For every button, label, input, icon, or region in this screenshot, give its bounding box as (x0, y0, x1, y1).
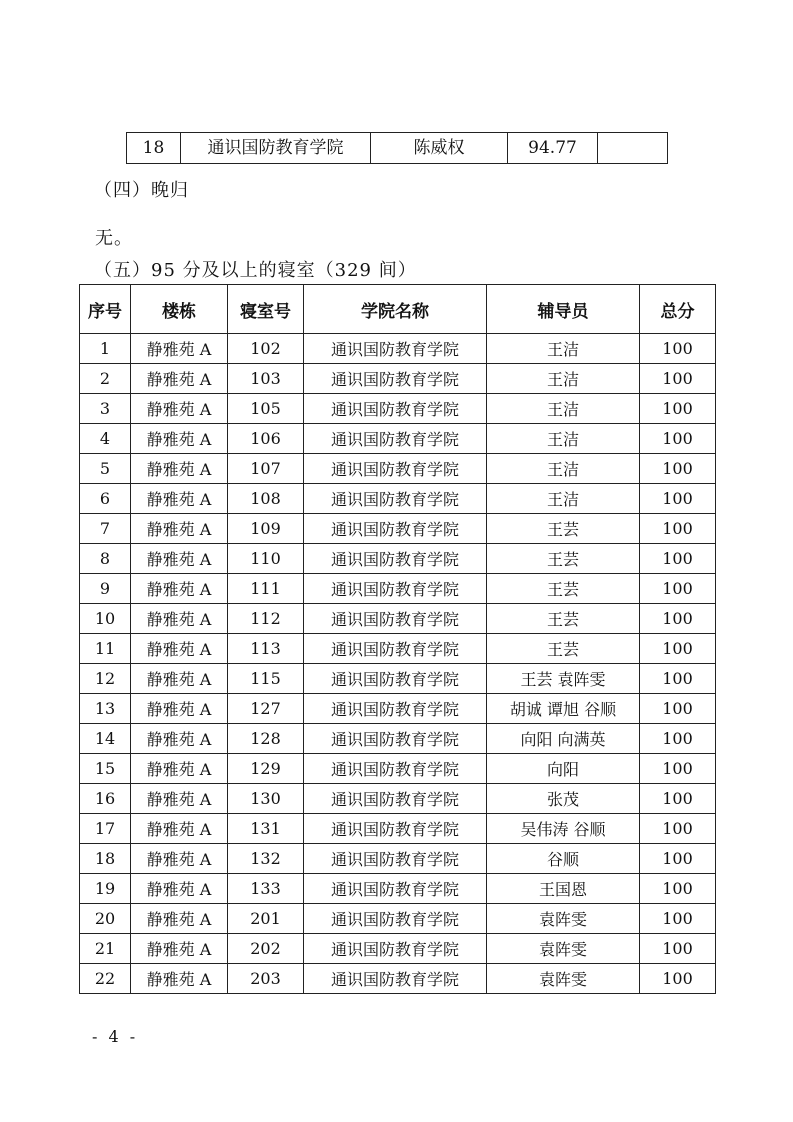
table-cell: 王洁 (487, 424, 640, 454)
table-row (80, 904, 716, 934)
table-cell: 通识国防教育学院 (304, 784, 487, 814)
table-cell: 100 (640, 844, 716, 874)
table-cell: 100 (640, 784, 716, 814)
table-cell: 通识国防教育学院 (304, 874, 487, 904)
table-cell: 18 (127, 133, 181, 164)
table-cell: 10 (80, 604, 131, 634)
table-cell: 128 (228, 724, 304, 754)
table-cell: 通识国防教育学院 (304, 544, 487, 574)
column-header: 楼栋 (131, 285, 228, 334)
table-cell: 108 (228, 484, 304, 514)
table-cell: 3 (80, 394, 131, 424)
table-cell: 19 (80, 874, 131, 904)
table-cell: 静雅苑 A (131, 334, 228, 364)
table-cell: 16 (80, 784, 131, 814)
table-cell: 谷顺 (487, 844, 640, 874)
table-cell: 14 (80, 724, 131, 754)
table-cell: 静雅苑 A (131, 604, 228, 634)
section-four-title: （四）晚归 (94, 180, 189, 201)
table-cell: 静雅苑 A (131, 664, 228, 694)
column-header: 辅导员 (487, 285, 640, 334)
table-cell: 100 (640, 334, 716, 364)
table-row (80, 874, 716, 904)
table-cell: 1 (80, 334, 131, 364)
table-cell: 133 (228, 874, 304, 904)
table-cell: 王洁 (487, 454, 640, 484)
table-cell: 静雅苑 A (131, 874, 228, 904)
table-row (80, 934, 716, 964)
table-cell: 袁阵雯 (487, 964, 640, 994)
table-cell: 110 (228, 544, 304, 574)
table-row (80, 364, 716, 394)
table-cell: 100 (640, 424, 716, 454)
table-cell: 静雅苑 A (131, 424, 228, 454)
table-cell: 通识国防教育学院 (304, 724, 487, 754)
column-header: 序号 (80, 285, 131, 334)
table-cell: 100 (640, 484, 716, 514)
table-cell: 12 (80, 664, 131, 694)
table-cell: 通识国防教育学院 (304, 814, 487, 844)
table-cell: 100 (640, 964, 716, 994)
section-four-body: 无。 (95, 228, 133, 249)
table-cell (598, 133, 668, 164)
table-cell: 11 (80, 634, 131, 664)
table-cell: 2 (80, 364, 131, 394)
table-row (80, 574, 716, 604)
table-cell: 113 (228, 634, 304, 664)
table-cell: 22 (80, 964, 131, 994)
table-cell: 100 (640, 814, 716, 844)
table-cell: 通识国防教育学院 (304, 664, 487, 694)
table-cell: 静雅苑 A (131, 844, 228, 874)
table-cell: 17 (80, 814, 131, 844)
column-header: 总分 (640, 285, 716, 334)
table-row (80, 424, 716, 454)
table-cell: 通识国防教育学院 (304, 394, 487, 424)
table-cell: 袁阵雯 (487, 904, 640, 934)
section-five-title: （五）95 分及以上的寝室（329 间） (94, 260, 417, 281)
table-cell: 静雅苑 A (131, 574, 228, 604)
table-row (127, 133, 668, 164)
table-cell: 100 (640, 724, 716, 754)
table-cell: 王洁 (487, 484, 640, 514)
table-cell: 张茂 (487, 784, 640, 814)
table-cell: 通识国防教育学院 (304, 934, 487, 964)
table-cell: 5 (80, 454, 131, 484)
table-cell: 通识国防教育学院 (304, 634, 487, 664)
table-cell: 通识国防教育学院 (304, 514, 487, 544)
table-cell: 103 (228, 364, 304, 394)
table-cell: 吴伟涛 谷顺 (487, 814, 640, 844)
table-cell: 7 (80, 514, 131, 544)
table-cell: 201 (228, 904, 304, 934)
table-cell: 100 (640, 364, 716, 394)
table-cell: 静雅苑 A (131, 634, 228, 664)
table-cell: 106 (228, 424, 304, 454)
table-cell: 111 (228, 574, 304, 604)
table-cell: 130 (228, 784, 304, 814)
table-cell: 袁阵雯 (487, 934, 640, 964)
table-cell: 向阳 (487, 754, 640, 784)
table-cell: 通识国防教育学院 (304, 604, 487, 634)
table-cell: 静雅苑 A (131, 904, 228, 934)
table-cell: 王芸 (487, 544, 640, 574)
page-number: - 4 - (92, 1027, 139, 1046)
table-header-row (80, 285, 716, 334)
table-row (80, 724, 716, 754)
table-row (80, 334, 716, 364)
table-row (80, 394, 716, 424)
table-cell: 202 (228, 934, 304, 964)
table-cell: 王洁 (487, 334, 640, 364)
table-row (80, 814, 716, 844)
table-cell: 通识国防教育学院 (304, 904, 487, 934)
table-cell: 132 (228, 844, 304, 874)
table-cell: 94.77 (508, 133, 598, 164)
table-cell: 王洁 (487, 394, 640, 424)
table-cell: 王芸 袁阵雯 (487, 664, 640, 694)
table-cell: 静雅苑 A (131, 454, 228, 484)
table-cell: 115 (228, 664, 304, 694)
table-cell: 129 (228, 754, 304, 784)
table-cell: 静雅苑 A (131, 934, 228, 964)
table-cell: 通识国防教育学院 (304, 694, 487, 724)
table-row (80, 664, 716, 694)
table-cell: 通识国防教育学院 (304, 364, 487, 394)
table-cell: 100 (640, 874, 716, 904)
table-cell: 静雅苑 A (131, 484, 228, 514)
column-header: 学院名称 (304, 285, 487, 334)
table-cell: 100 (640, 454, 716, 484)
previous-table-fragment (126, 132, 668, 164)
table-cell: 107 (228, 454, 304, 484)
table-cell: 21 (80, 934, 131, 964)
table-cell: 4 (80, 424, 131, 454)
table-cell: 通识国防教育学院 (304, 964, 487, 994)
table-cell: 静雅苑 A (131, 514, 228, 544)
table-cell: 100 (640, 694, 716, 724)
table-row (80, 454, 716, 484)
table-row (80, 544, 716, 574)
table-cell: 102 (228, 334, 304, 364)
table-cell: 109 (228, 514, 304, 544)
table-cell: 陈威权 (371, 133, 508, 164)
table-cell: 通识国防教育学院 (181, 133, 371, 164)
table-cell: 通识国防教育学院 (304, 454, 487, 484)
table-cell: 100 (640, 634, 716, 664)
table-cell: 静雅苑 A (131, 544, 228, 574)
table-row (80, 964, 716, 994)
table-cell: 100 (640, 544, 716, 574)
table-cell: 112 (228, 604, 304, 634)
table-row (80, 634, 716, 664)
table-cell: 203 (228, 964, 304, 994)
table-row (80, 604, 716, 634)
table-cell: 131 (228, 814, 304, 844)
table-cell: 胡诚 谭旭 谷顺 (487, 694, 640, 724)
table-cell: 20 (80, 904, 131, 934)
table-cell: 通识国防教育学院 (304, 574, 487, 604)
table-row (80, 844, 716, 874)
table-cell: 静雅苑 A (131, 394, 228, 424)
table-cell: 静雅苑 A (131, 694, 228, 724)
table-cell: 静雅苑 A (131, 814, 228, 844)
table-row (80, 694, 716, 724)
table-cell: 通识国防教育学院 (304, 334, 487, 364)
table-cell: 静雅苑 A (131, 964, 228, 994)
dorm-score-table (79, 284, 716, 994)
table-cell: 通识国防教育学院 (304, 424, 487, 454)
table-cell: 100 (640, 934, 716, 964)
table-cell: 13 (80, 694, 131, 724)
table-cell: 100 (640, 604, 716, 634)
table-cell: 100 (640, 574, 716, 604)
table-cell: 通识国防教育学院 (304, 754, 487, 784)
table-cell: 王国恩 (487, 874, 640, 904)
table-cell: 100 (640, 664, 716, 694)
table-row (80, 754, 716, 784)
table-cell: 王洁 (487, 364, 640, 394)
table-cell: 127 (228, 694, 304, 724)
table-cell: 王芸 (487, 514, 640, 544)
table-cell: 王芸 (487, 604, 640, 634)
table-cell: 王芸 (487, 574, 640, 604)
table-cell: 通识国防教育学院 (304, 484, 487, 514)
table-cell: 9 (80, 574, 131, 604)
table-cell: 静雅苑 A (131, 754, 228, 784)
table-cell: 15 (80, 754, 131, 784)
table-cell: 100 (640, 754, 716, 784)
table-cell: 100 (640, 514, 716, 544)
table-cell: 100 (640, 904, 716, 934)
table-cell: 王芸 (487, 634, 640, 664)
table-cell: 静雅苑 A (131, 724, 228, 754)
table-cell: 静雅苑 A (131, 364, 228, 394)
table-cell: 105 (228, 394, 304, 424)
table-cell: 8 (80, 544, 131, 574)
table-row (80, 484, 716, 514)
column-header: 寝室号 (228, 285, 304, 334)
table-row (80, 784, 716, 814)
table-row (80, 514, 716, 544)
table-cell: 18 (80, 844, 131, 874)
table-cell: 100 (640, 394, 716, 424)
table-cell: 通识国防教育学院 (304, 844, 487, 874)
table-cell: 6 (80, 484, 131, 514)
table-cell: 静雅苑 A (131, 784, 228, 814)
table-cell: 向阳 向满英 (487, 724, 640, 754)
